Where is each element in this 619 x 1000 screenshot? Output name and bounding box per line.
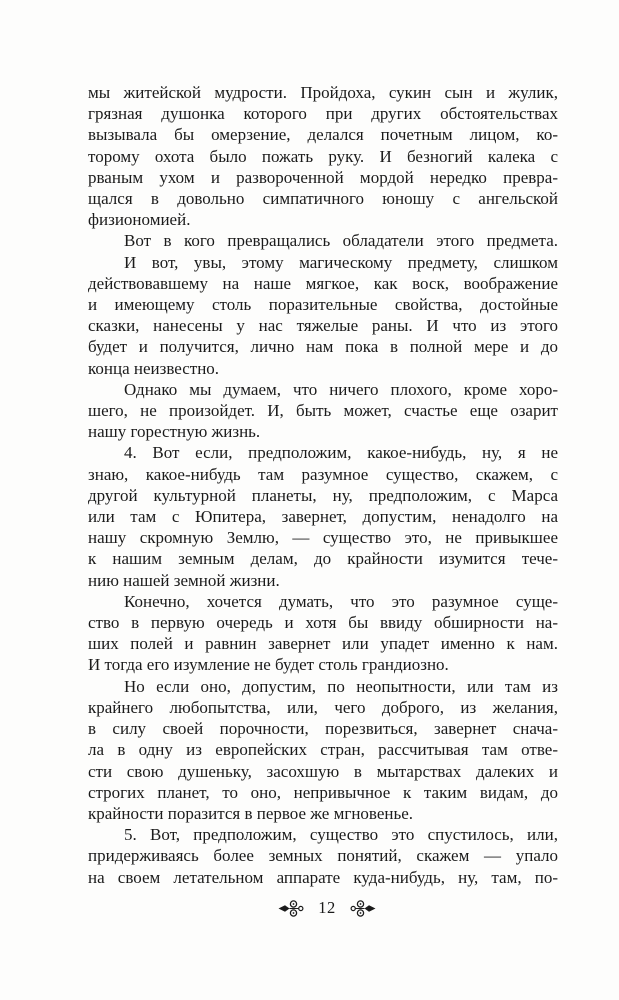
text-line: щался в довольно симпатичного юношу с ангельской [88, 189, 558, 209]
text-line: Вот в кого превращались обладатели этого предмета. [124, 231, 558, 251]
text-line: на своем летательном аппарате куда-нибудь, ну, там, по- [88, 867, 558, 887]
text-line: или там с Юпитера, завернет, допустим, ненадолго на [88, 507, 558, 527]
text-line: рваным ухом и развороченной мордой нередко превра- [88, 167, 558, 187]
text-line: крайности поразится в первое же мгновенье. [88, 803, 414, 823]
paragraph [88, 230, 558, 251]
text-line: нашу скромную Землю, — существо это, не привыкшее [88, 528, 558, 548]
text-line: ство в первую очередь и хотя бы ввиду обширности на- [88, 613, 558, 633]
text-line: другой культурной планеты, ну, предположим, с Марса [88, 485, 558, 505]
text-line: и имеющему столь поразительные свойства, достойные [88, 295, 558, 315]
text-line: действовавшему на наше мягкое, как воск, воображение [88, 273, 558, 293]
fleuron-right-icon [349, 899, 376, 918]
page-footer [92, 898, 562, 918]
page-text [88, 82, 558, 888]
text-line: грязная душонка которого при других обстоятельствах [88, 104, 558, 124]
text-line: ших полей и равнин завернет или упадет именно к нам. [88, 634, 558, 654]
text-line: крайнего любопытства, или, чего доброго, из желания, [88, 697, 558, 717]
text-line: шего, не произойдет. И, быть может, счастье еще озарит [88, 401, 558, 421]
text-line: физиономией. [88, 210, 191, 230]
paragraph [88, 252, 558, 379]
text-line: сти свою душеньку, засохшую в мытарствах далеких и [88, 761, 558, 781]
text-line: сказки, нанесены у нас тяжелые раны. И что из этого [88, 316, 558, 336]
paragraph [88, 379, 558, 443]
text-line: в силу своей порочности, порезвиться, завернет снача- [88, 719, 558, 739]
text-line: 4. Вот если, предположим, какое-нибудь, ну, я не [124, 443, 558, 463]
paragraph [88, 82, 558, 230]
text-line: знаю, какое-нибудь там разумное существо, скажем, с [88, 464, 558, 484]
text-line: торому охота было пожать руку. И безногий калека с [88, 146, 558, 166]
text-line: Но если оно, допустим, по неопытности, или там из [124, 676, 558, 696]
fleuron-left-icon [278, 899, 305, 918]
paragraph [88, 676, 558, 824]
text-line: будет и получится, лично нам пока в полной мере и до [88, 337, 558, 357]
paragraph [88, 591, 558, 676]
text-line: придерживаясь более земных понятий, скажем — упало [88, 846, 558, 866]
text-line: И тогда его изумление не будет столь грандиозно. [88, 655, 449, 675]
text-line: нашу горестную жизнь. [88, 422, 261, 442]
text-line: конца неизвестно. [88, 358, 220, 378]
text-line: И вот, увы, этому магическому предмету, слишком [124, 252, 558, 272]
paragraph [88, 442, 558, 590]
text-line: 5. Вот, предположим, существо это спустилось, или, [124, 825, 558, 845]
text-line: строгих планет, то оно, непривычное к таким видам, до [88, 782, 558, 802]
paragraph [88, 824, 558, 888]
text-line: Однако мы думаем, что ничего плохого, кроме хоро- [124, 379, 558, 399]
text-line: мы житейской мудрости. Пройдоха, сукин сын и жулик, [88, 83, 558, 102]
text-line: Конечно, хочется думать, что это разумное суще- [124, 591, 558, 611]
text-line: к нашим земным делам, до крайности изумится тече- [88, 549, 558, 569]
text-line: ла в одну из европейских стран, рассчитывая там отве- [88, 740, 558, 760]
page-number: 12 [318, 898, 336, 917]
text-line: нию нашей земной жизни. [88, 570, 280, 590]
text-line: вызывала бы омерзение, делался почетным лицом, ко- [88, 125, 558, 145]
